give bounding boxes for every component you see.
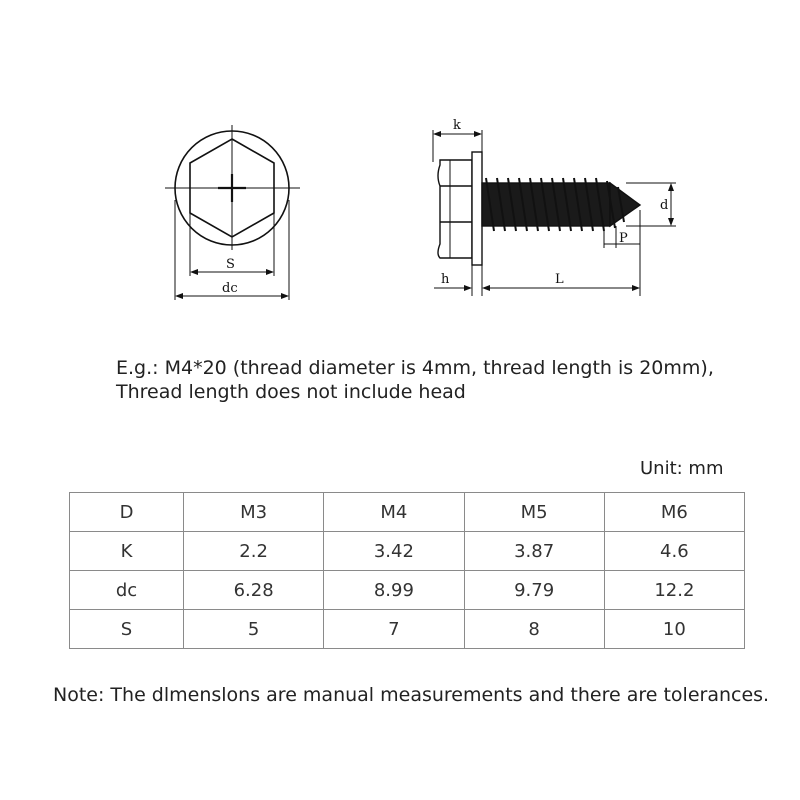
table-cell: 2.2 — [184, 532, 324, 571]
table-cell: dc — [70, 571, 184, 610]
table-row — [70, 571, 745, 610]
unit-label: Unit: mm — [640, 458, 724, 479]
spec-table — [69, 492, 745, 649]
table-cell: 3.42 — [324, 532, 464, 571]
table-cell: M3 — [184, 493, 324, 532]
table-cell: 10 — [604, 610, 744, 649]
hex-head-side — [438, 160, 472, 258]
table-row — [70, 532, 745, 571]
flange-side — [472, 152, 482, 265]
table-cell: 12.2 — [604, 571, 744, 610]
label-k: k — [453, 118, 461, 133]
table-cell: 9.79 — [464, 571, 604, 610]
label-dc: dc — [222, 281, 238, 296]
table-cell: K — [70, 532, 184, 571]
label-l: L — [555, 272, 564, 287]
front-view — [165, 125, 300, 300]
table-cell: 7 — [324, 610, 464, 649]
example-line-1: E.g.: M4*20 (thread diameter is 4mm, thread length is 20mm), — [116, 357, 714, 379]
table-cell: S — [70, 610, 184, 649]
table-cell: 8 — [464, 610, 604, 649]
table-row — [70, 493, 745, 532]
table-cell: D — [70, 493, 184, 532]
label-h: h — [441, 272, 450, 287]
label-s: S — [226, 257, 235, 272]
table-cell: 6.28 — [184, 571, 324, 610]
table-row — [70, 610, 745, 649]
table-cell: 4.6 — [604, 532, 744, 571]
table-cell: 5 — [184, 610, 324, 649]
table-cell: M4 — [324, 493, 464, 532]
label-d: d — [660, 198, 669, 213]
example-text — [116, 356, 714, 404]
table-cell: M5 — [464, 493, 604, 532]
example-line-2: Thread length does not include head — [116, 381, 466, 403]
screw-technical-drawing — [0, 0, 800, 320]
note-text: Note: The dlmenslons are manual measurements and there are tolerances. — [53, 684, 770, 706]
table-cell: M6 — [604, 493, 744, 532]
table-cell: 3.87 — [464, 532, 604, 571]
label-p: P — [619, 231, 628, 246]
table-cell: 8.99 — [324, 571, 464, 610]
